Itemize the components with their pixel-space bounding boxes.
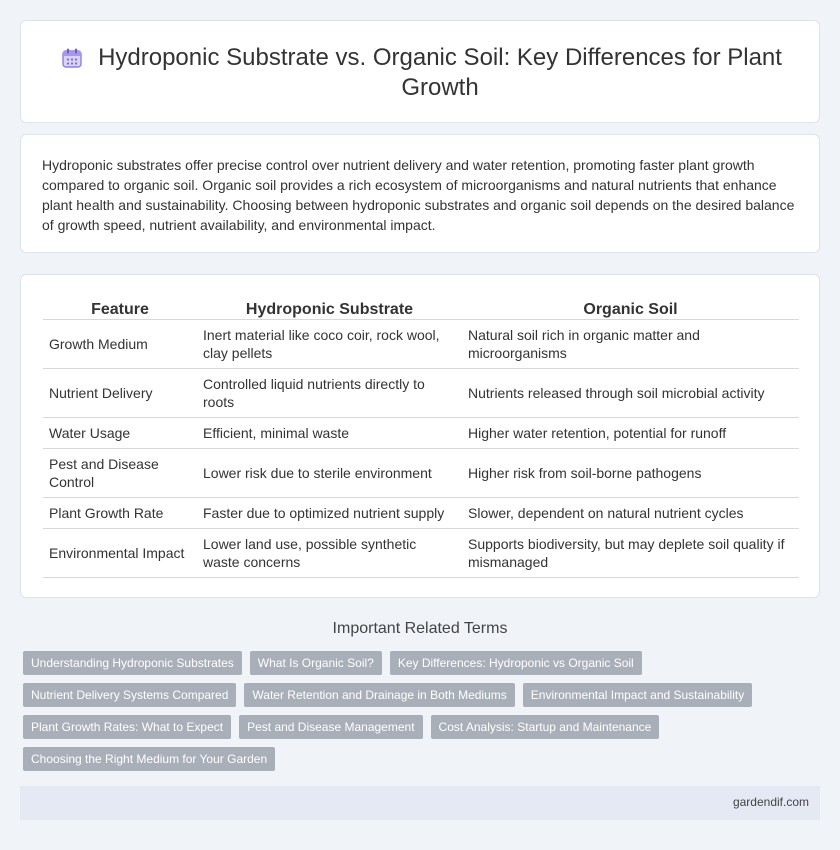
table-row [43,368,799,417]
footer-site-name[interactable]: gardendif.com [732,795,809,809]
table-cell: Nutrient Delivery [43,368,197,417]
table-cell: Efficient, minimal waste [197,417,462,448]
related-term-link[interactable]: Plant Growth Rates: What to Expect [23,715,231,739]
table-cell: Supports biodiversity, but may deplete soil quality if mismanaged [462,528,799,577]
related-term-link[interactable]: Water Retention and Drainage in Both Mediums [244,683,514,707]
table-cell: Faster due to optimized nutrient supply [197,497,462,528]
table-cell: Water Usage [43,417,197,448]
column-header: Feature [43,297,197,319]
table-row [43,528,799,577]
related-terms-title: Important Related Terms [332,620,508,637]
footer [20,786,820,820]
table-cell: Lower land use, possible synthetic waste concerns [197,528,462,577]
related-term-link[interactable]: Key Differences: Hydroponic vs Organic Soil [390,651,642,675]
related-term-link[interactable]: What Is Organic Soil? [250,651,382,675]
column-header: Organic Soil [462,297,799,319]
table-cell: Controlled liquid nutrients directly to roots [197,368,462,417]
table-cell: Environmental Impact [43,528,197,577]
table-cell: Inert material like coco coir, rock wool, clay pellets [197,319,462,368]
table-cell: Slower, dependent on natural nutrient cycles [462,497,799,528]
related-term-link[interactable]: Choosing the Right Medium for Your Garden [23,747,275,771]
table-cell: Lower risk due to sterile environment [197,448,462,497]
table-cell: Higher water retention, potential for runoff [462,417,799,448]
column-header: Hydroponic Substrate [197,297,462,319]
table-cell: Growth Medium [43,319,197,368]
intro-card [20,134,820,253]
related-term-link[interactable]: Cost Analysis: Startup and Maintenance [431,715,660,739]
related-term-link[interactable]: Nutrient Delivery Systems Compared [23,683,236,707]
table-cell: Plant Growth Rate [43,497,197,528]
related-terms-list [23,651,813,771]
related-term-link[interactable]: Environmental Impact and Sustainability [523,683,752,707]
table-row [43,448,799,497]
table-cell: Nutrients released through soil microbial activity [462,368,799,417]
comparison-table [43,297,799,578]
intro-paragraph: Hydroponic substrates offer precise control over nutrient delivery and water retention, promoting faster plant growth compared to organic soil. Organic soil provides a rich ecosystem of microorganisms and natural nutrients that enhance plant health and sustainability. Choosing between hydroponic substrates and organic soil depends on the desired balance of growth speed, nutrient availability, and environmental impact. [42,157,795,233]
table-cell: Higher risk from soil-borne pathogens [462,448,799,497]
table-row [43,319,799,368]
table-cell: Pest and Disease Control [43,448,197,497]
table-header-row [43,297,799,319]
table-row [43,417,799,448]
table-row [43,497,799,528]
table-cell: Natural soil rich in organic matter and microorganisms [462,319,799,368]
related-term-link[interactable]: Pest and Disease Management [239,715,422,739]
page-title: Hydroponic Substrate vs. Organic Soil: Key Differences for Plant Growth [98,44,782,101]
title-card [20,20,820,123]
comparison-card [20,274,820,598]
related-term-link[interactable]: Understanding Hydroponic Substrates [23,651,242,675]
